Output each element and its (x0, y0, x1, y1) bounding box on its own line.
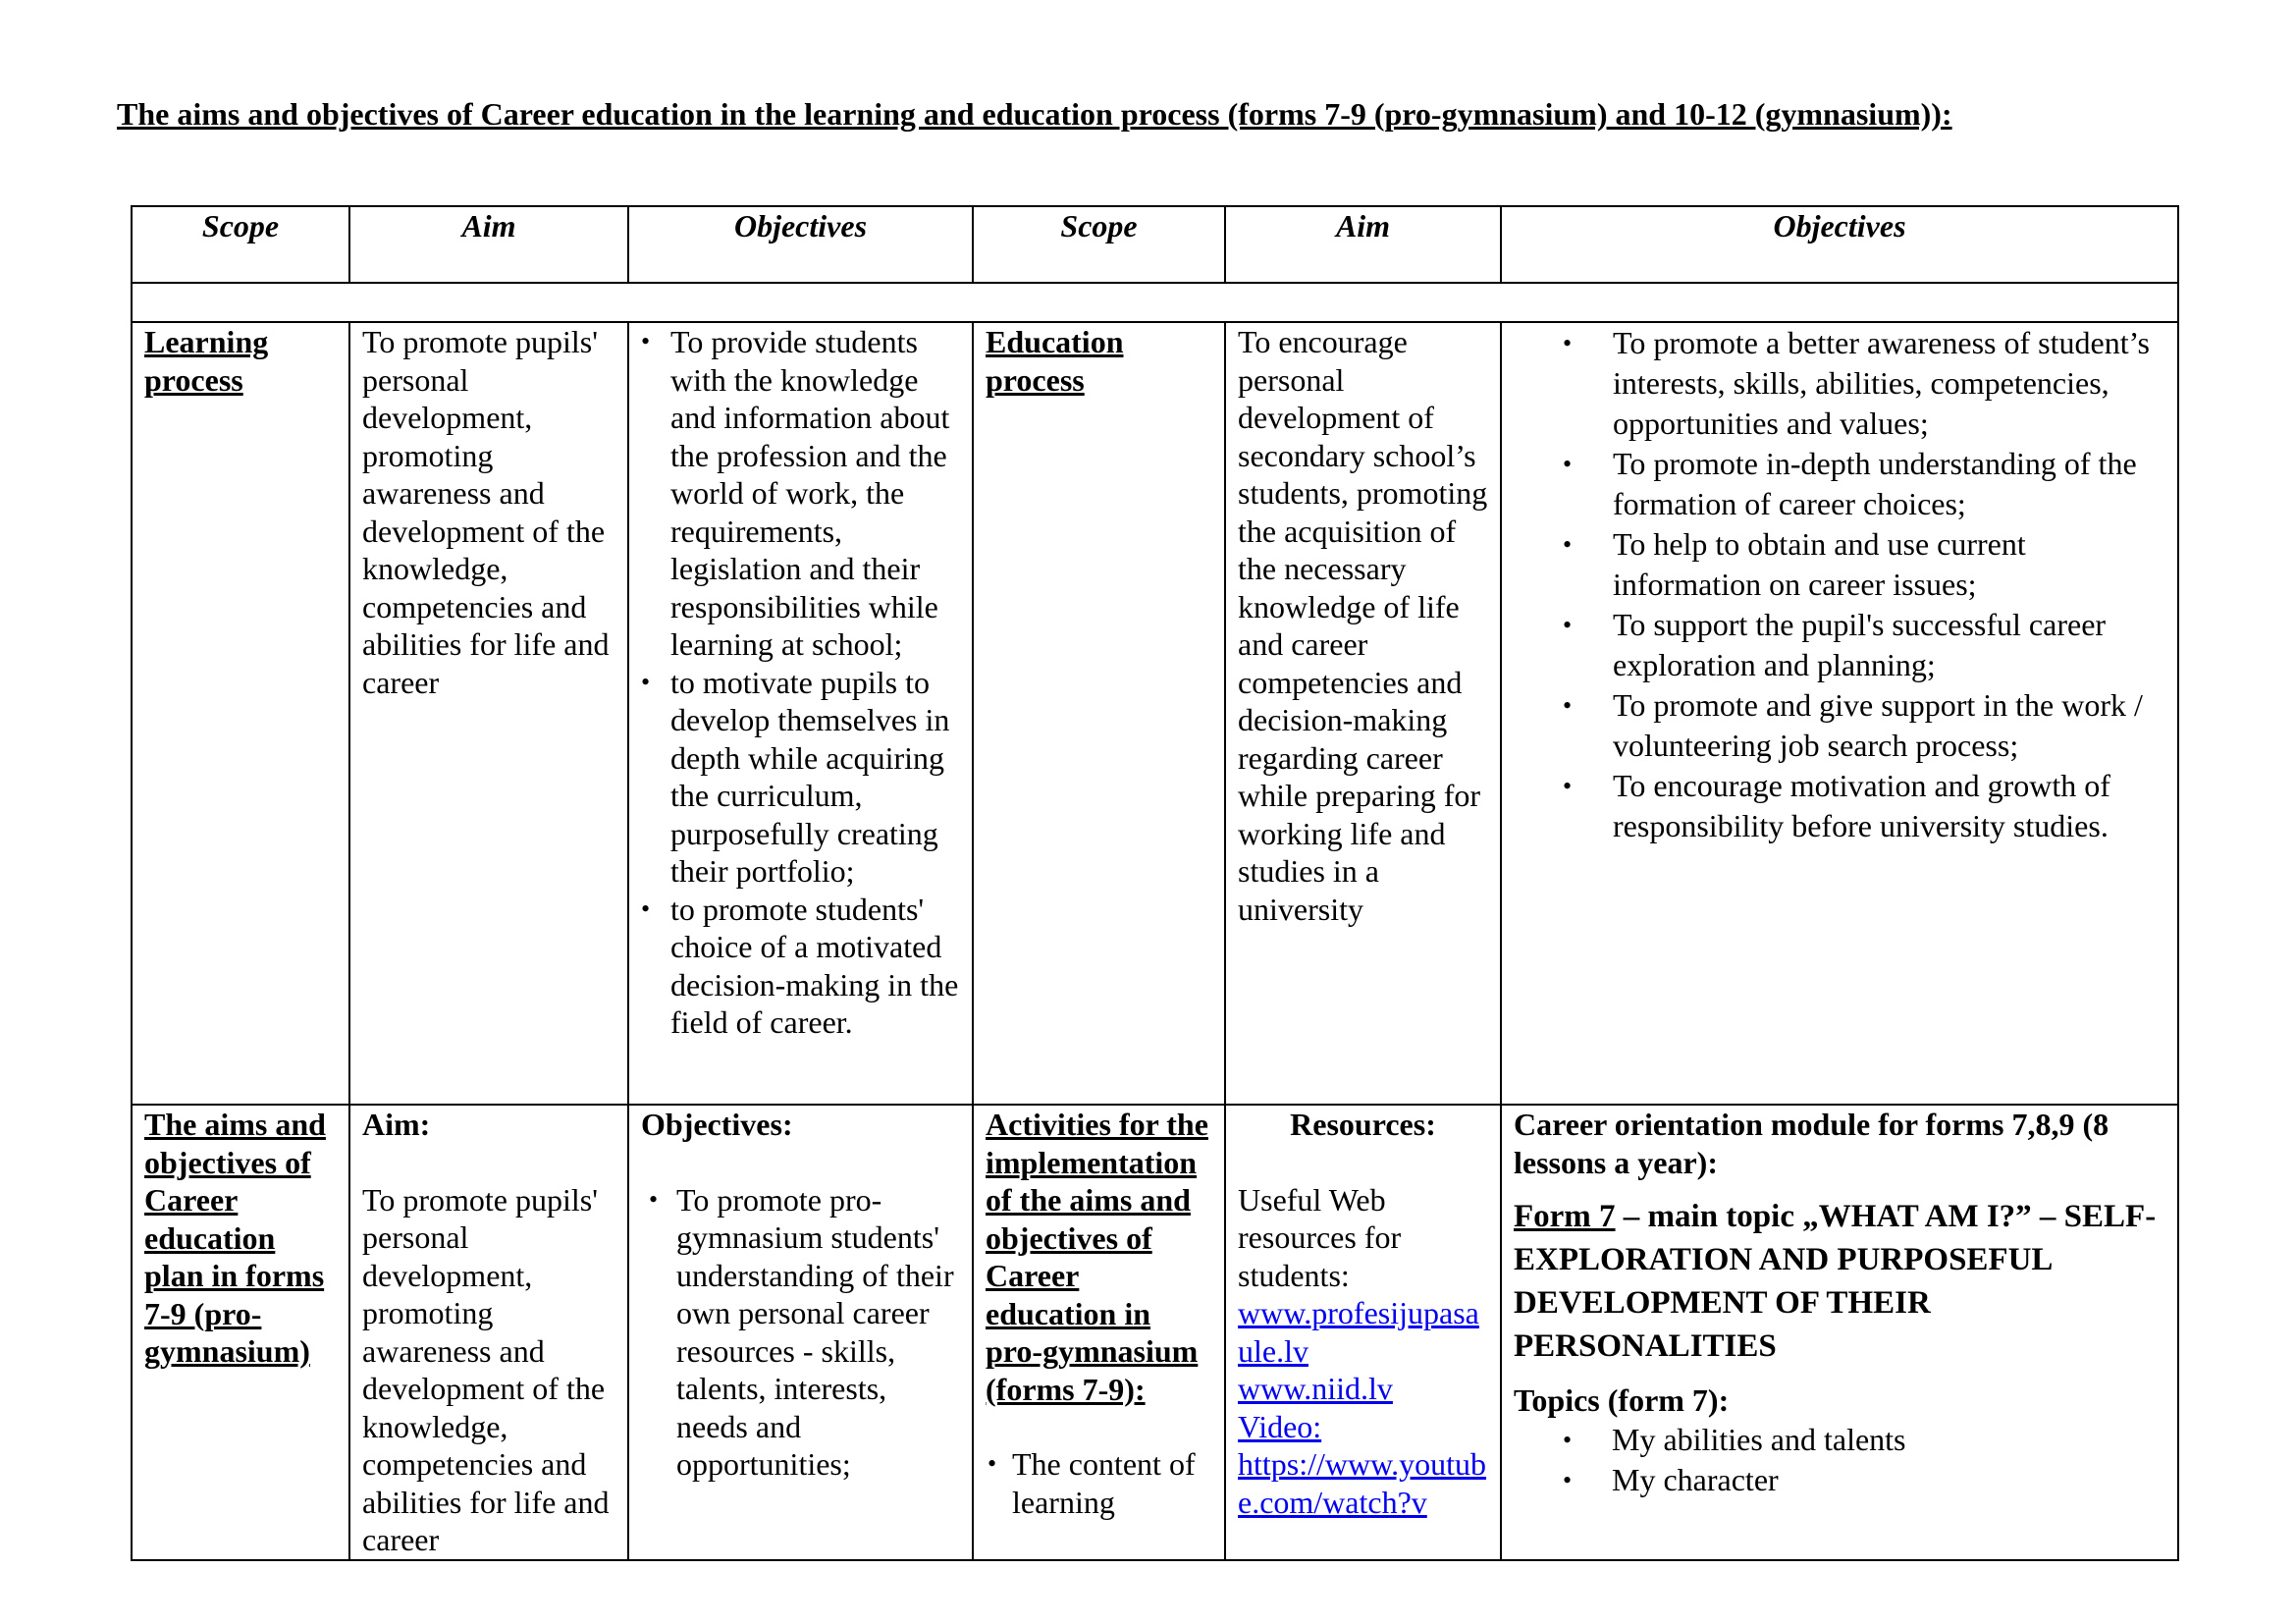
form7-label: Form 7 (1514, 1199, 1616, 1234)
objectives-plan-list (641, 1181, 960, 1484)
header-row (132, 206, 2178, 283)
aim-text: To promote pupils' personal development, promoting awareness and development of the knowledge, competencies and abilities for life and career (362, 1181, 610, 1557)
spacer-row (132, 283, 2178, 322)
cell-objectives-learning (628, 322, 973, 1105)
list-item: • To encourage motivation and growth of responsibility before university studies. (1514, 766, 2165, 846)
page-title-colon: : (1941, 96, 1952, 132)
resources-heading: Resources: (1290, 1107, 1436, 1142)
activities-heading: Activities for the implementation of the aims and objectives of Career education in pro-gymnasium (forms 7-9): (986, 1107, 1208, 1407)
list-item: • To provide students with the knowledge and information about the profession and the world of work, the requirements, legislation and their responsibilities while learning at school; (641, 323, 960, 664)
resources-intro: Useful Web resources for students: (1238, 1181, 1402, 1293)
topics-list (1514, 1420, 2165, 1500)
table-row (132, 322, 2178, 1105)
objectives-heading: Objectives: (641, 1107, 793, 1142)
cell-aim-learning: To promote pupils' personal development, promoting awareness and development of the knowledge, competencies and abilities for life and career (349, 322, 628, 1105)
objectives-learning-list (641, 323, 960, 1042)
scope-career-plan: The aims and objectives of Career education plan in forms 7-9 (pro-gymnasium) (144, 1107, 326, 1369)
header-objectives-1: Objectives (628, 206, 973, 283)
list-item: • To help to obtain and use current information on career issues; (1514, 524, 2165, 605)
cell-aim-plan (349, 1105, 628, 1560)
scope-learning-process: Learning process (144, 324, 269, 398)
list-item: • To promote and give support in the work / volunteering job search process; (1514, 685, 2165, 766)
topics-heading: Topics (form 7): (1514, 1382, 1730, 1418)
list-item: • The content of learning (986, 1445, 1212, 1521)
list-item: • To promote a better awareness of student’s interests, skills, abilities, competencies, opportunities and values; (1514, 323, 2165, 444)
list-item: • My abilities and talents (1514, 1420, 2165, 1460)
header-scope-1: Scope (132, 206, 349, 283)
cell-objectives-education (1501, 322, 2178, 1105)
list-item: • My character (1514, 1460, 2165, 1500)
header-scope-2: Scope (973, 206, 1225, 283)
list-item: • To promote pro-gymnasium students' understanding of their own personal career resources - skills, talents, interests, needs and opportunities; (641, 1181, 960, 1484)
cell-scope-learning (132, 322, 349, 1105)
list-item: • to motivate pupils to develop themselves in depth while acquiring the curriculum, purposefully creating their portfolio; (641, 664, 960, 891)
activities-list (986, 1445, 1212, 1521)
cell-aim-education: To encourage personal development of secondary school’s students, promoting the acquisition of the necessary knowledge of life and career competencies and decision-making regarding career while preparing for working life and studies in a university (1225, 322, 1501, 1105)
cell-module (1501, 1105, 2178, 1560)
objectives-education-list (1514, 323, 2165, 846)
form7-description (1514, 1195, 2165, 1368)
spacer-cell (132, 283, 2178, 322)
cell-activities (973, 1105, 1225, 1560)
scope-education-process: Education process (986, 324, 1124, 398)
header-objectives-2: Objectives (1501, 206, 2178, 283)
link-profesijupasaule[interactable]: www.profesijupasaule.lv (1238, 1295, 1479, 1369)
video-label: Video: (1238, 1408, 1322, 1444)
cell-scope-plan (132, 1105, 349, 1560)
table-row (132, 1105, 2178, 1560)
link-niid[interactable]: www.niid.lv (1238, 1371, 1393, 1406)
header-aim-1: Aim (349, 206, 628, 283)
cell-resources (1225, 1105, 1501, 1560)
form7-topic: – main topic „WHAT AM I?” – SELF-EXPLORATION AND PURPOSEFUL DEVELOPMENT OF THEIR PERSONALITIES (1514, 1199, 2157, 1364)
page-title-text: The aims and objectives of Career education in the learning and education process (forms 7-9 (pro-gymnasium) and 10-12 (gymnasium)) (117, 96, 1942, 132)
page-title (117, 96, 1952, 133)
aim-heading: Aim: (362, 1107, 431, 1142)
career-education-table (131, 205, 2179, 1561)
link-youtube[interactable]: https://www.youtube.com/watch?v (1238, 1446, 1487, 1520)
list-item: • To support the pupil's successful career exploration and planning; (1514, 605, 2165, 685)
module-heading: Career orientation module for forms 7,8,9 (8 lessons a year): (1514, 1107, 2109, 1180)
cell-objectives-plan (628, 1105, 973, 1560)
list-item: • to promote students' choice of a motivated decision-making in the field of career. (641, 891, 960, 1042)
cell-scope-education (973, 322, 1225, 1105)
header-aim-2: Aim (1225, 206, 1501, 283)
list-item: • To promote in-depth understanding of the formation of career choices; (1514, 444, 2165, 524)
